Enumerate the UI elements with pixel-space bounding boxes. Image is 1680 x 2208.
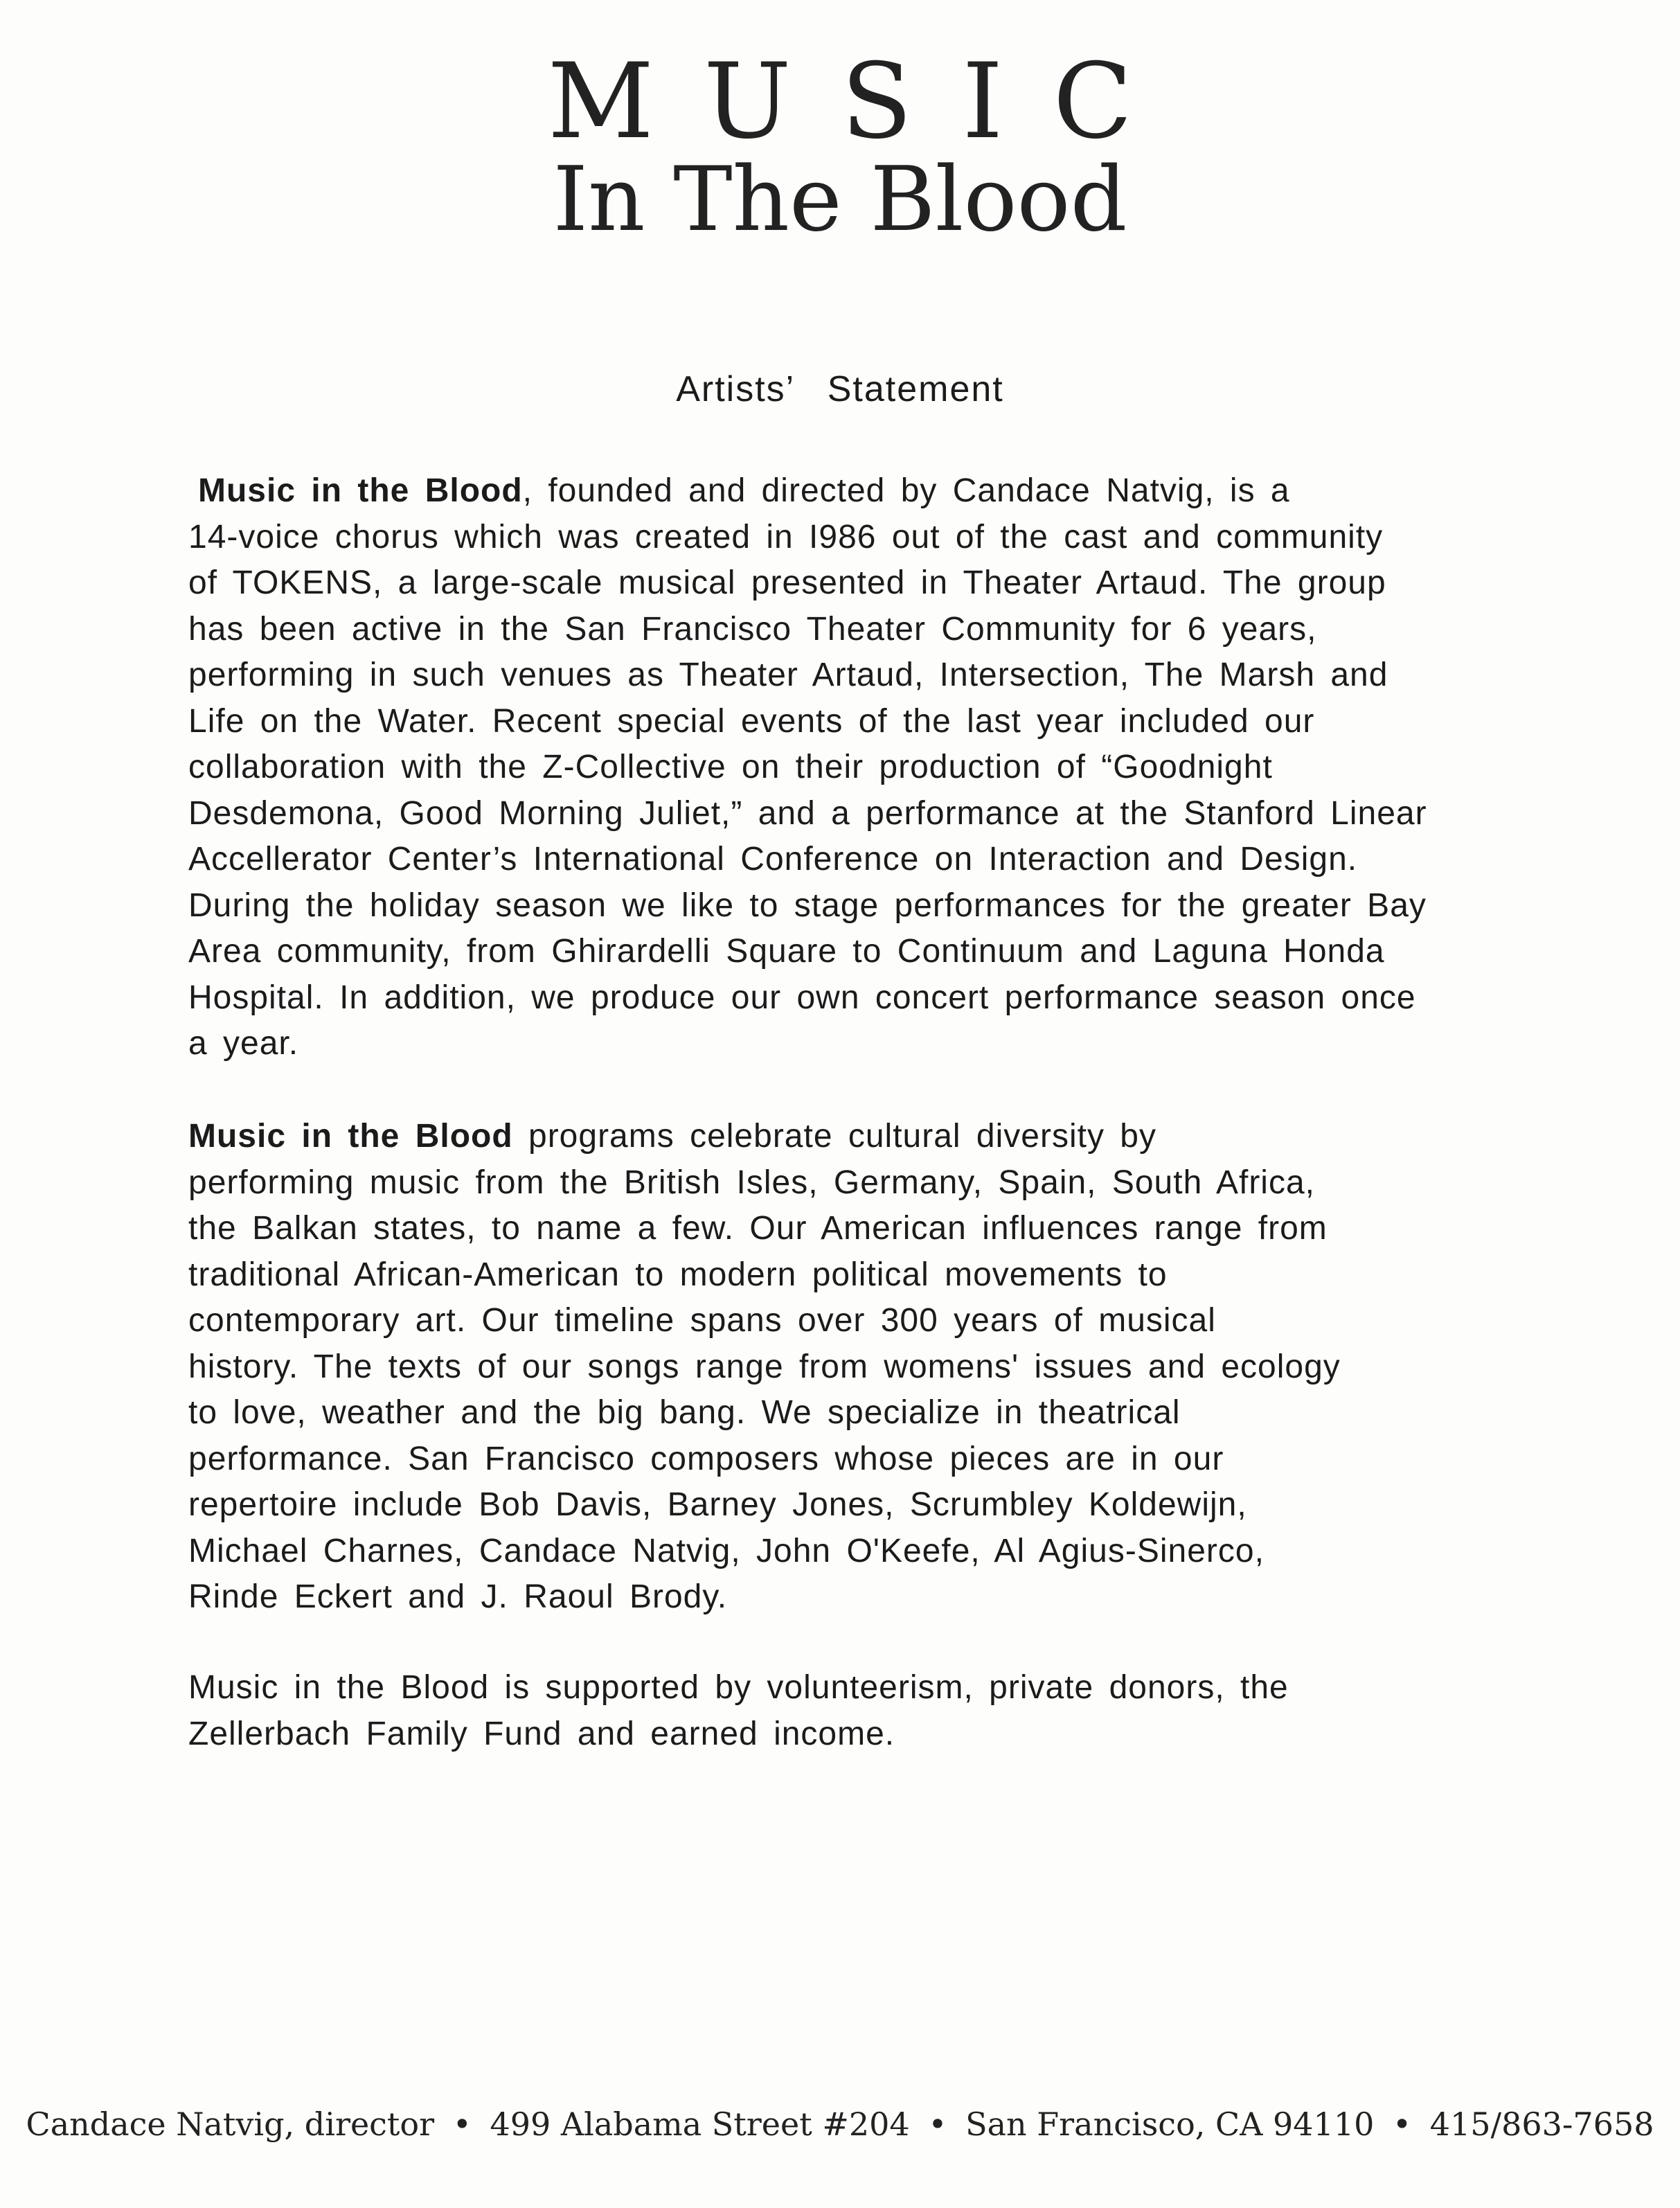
text-line: Music in the Blood is supported by volunteerism, private donors, the	[188, 1669, 1289, 1706]
bullet-separator: •	[928, 2105, 947, 2143]
text-line: performing in such venues as Theater Artaud, Intersection, The Marsh and	[188, 657, 1388, 693]
text-line: contemporary art. Our timeline spans over 300 years of musical	[188, 1302, 1216, 1339]
paragraph-programs	[188, 1114, 1560, 1621]
page-title: MUSIC	[547, 42, 1183, 162]
group-name: Music in the Blood	[198, 472, 523, 509]
text-line: Desdemona, Good Morning Juliet,” and a performance at the Stanford Linear	[188, 794, 1427, 832]
footer-phone: 415/863-7658	[1429, 2105, 1654, 2143]
text-line: Michael Charnes, Candace Natvig, John O'Keefe, Al Agius-Sinerco,	[188, 1532, 1265, 1569]
text-line: 14-voice chorus which was created in I986 out of the cast and community	[188, 518, 1384, 555]
text-line	[188, 468, 1560, 515]
text-line: Rinde Eckert and J. Raoul Brody.	[188, 1578, 728, 1615]
text-line: traditional African-American to modern political movements to	[188, 1256, 1168, 1293]
text-line: During the holiday season we like to stage performances for the greater Bay	[188, 887, 1427, 924]
footer-address: 499 Alabama Street #204	[490, 2105, 910, 2143]
text-line: to love, weather and the big bang. We specialize in theatrical	[188, 1394, 1181, 1431]
text-line: of TOKENS, a large-scale musical presented in Theater Artaud. The group	[188, 564, 1386, 601]
bullet-separator: •	[452, 2105, 472, 2143]
footer-city: San Francisco, CA 94110	[965, 2105, 1375, 2143]
text-line: repertoire include Bob Davis, Barney Jones, Scrumbley Koldewijn,	[188, 1486, 1247, 1523]
text-fragment: programs celebrate cultural diversity by	[512, 1118, 1156, 1155]
text-line: Life on the Water. Recent special events of the last year included our	[188, 702, 1315, 740]
text-line: history. The texts of our songs range from womens' issues and ecology	[188, 1348, 1341, 1385]
bullet-separator: •	[1393, 2105, 1412, 2143]
footer-contact	[0, 2105, 1680, 2143]
group-name: Music in the Blood	[188, 1118, 513, 1155]
text-line: collaboration with the Z-Collective on their production of “Goodnight	[188, 749, 1273, 785]
text-line: performing music from the British Isles, Germany, Spain, South Africa,	[188, 1164, 1315, 1201]
text-line: Zellerbach Family Fund and earned income.	[188, 1715, 895, 1752]
paragraph-history	[188, 468, 1560, 1067]
text-line: a year.	[188, 1025, 299, 1062]
text-line: has been active in the San Francisco Theater Community for 6 years,	[188, 610, 1317, 648]
text-line	[188, 1114, 1560, 1160]
text-line: Hospital. In addition, we produce our own concert performance season once	[188, 979, 1416, 1016]
section-heading: Artists’ Statement	[676, 369, 1004, 409]
text-line: Area community, from Ghirardelli Square to Continuum and Laguna Honda	[188, 933, 1385, 970]
text-line: performance. San Francisco composers whose pieces are in our	[188, 1440, 1224, 1477]
text-line: the Balkan states, to name a few. Our American influences range from	[188, 1210, 1328, 1247]
text-fragment: , founded and directed by Candace Natvig, is a	[522, 472, 1290, 509]
text-line: Accellerator Center’s International Conference on Interaction and Design.	[188, 841, 1358, 878]
paragraph-support	[188, 1665, 1560, 1757]
page-subtitle: In The Blood	[553, 148, 1127, 251]
footer-director: Candace Natvig, director	[26, 2105, 435, 2143]
